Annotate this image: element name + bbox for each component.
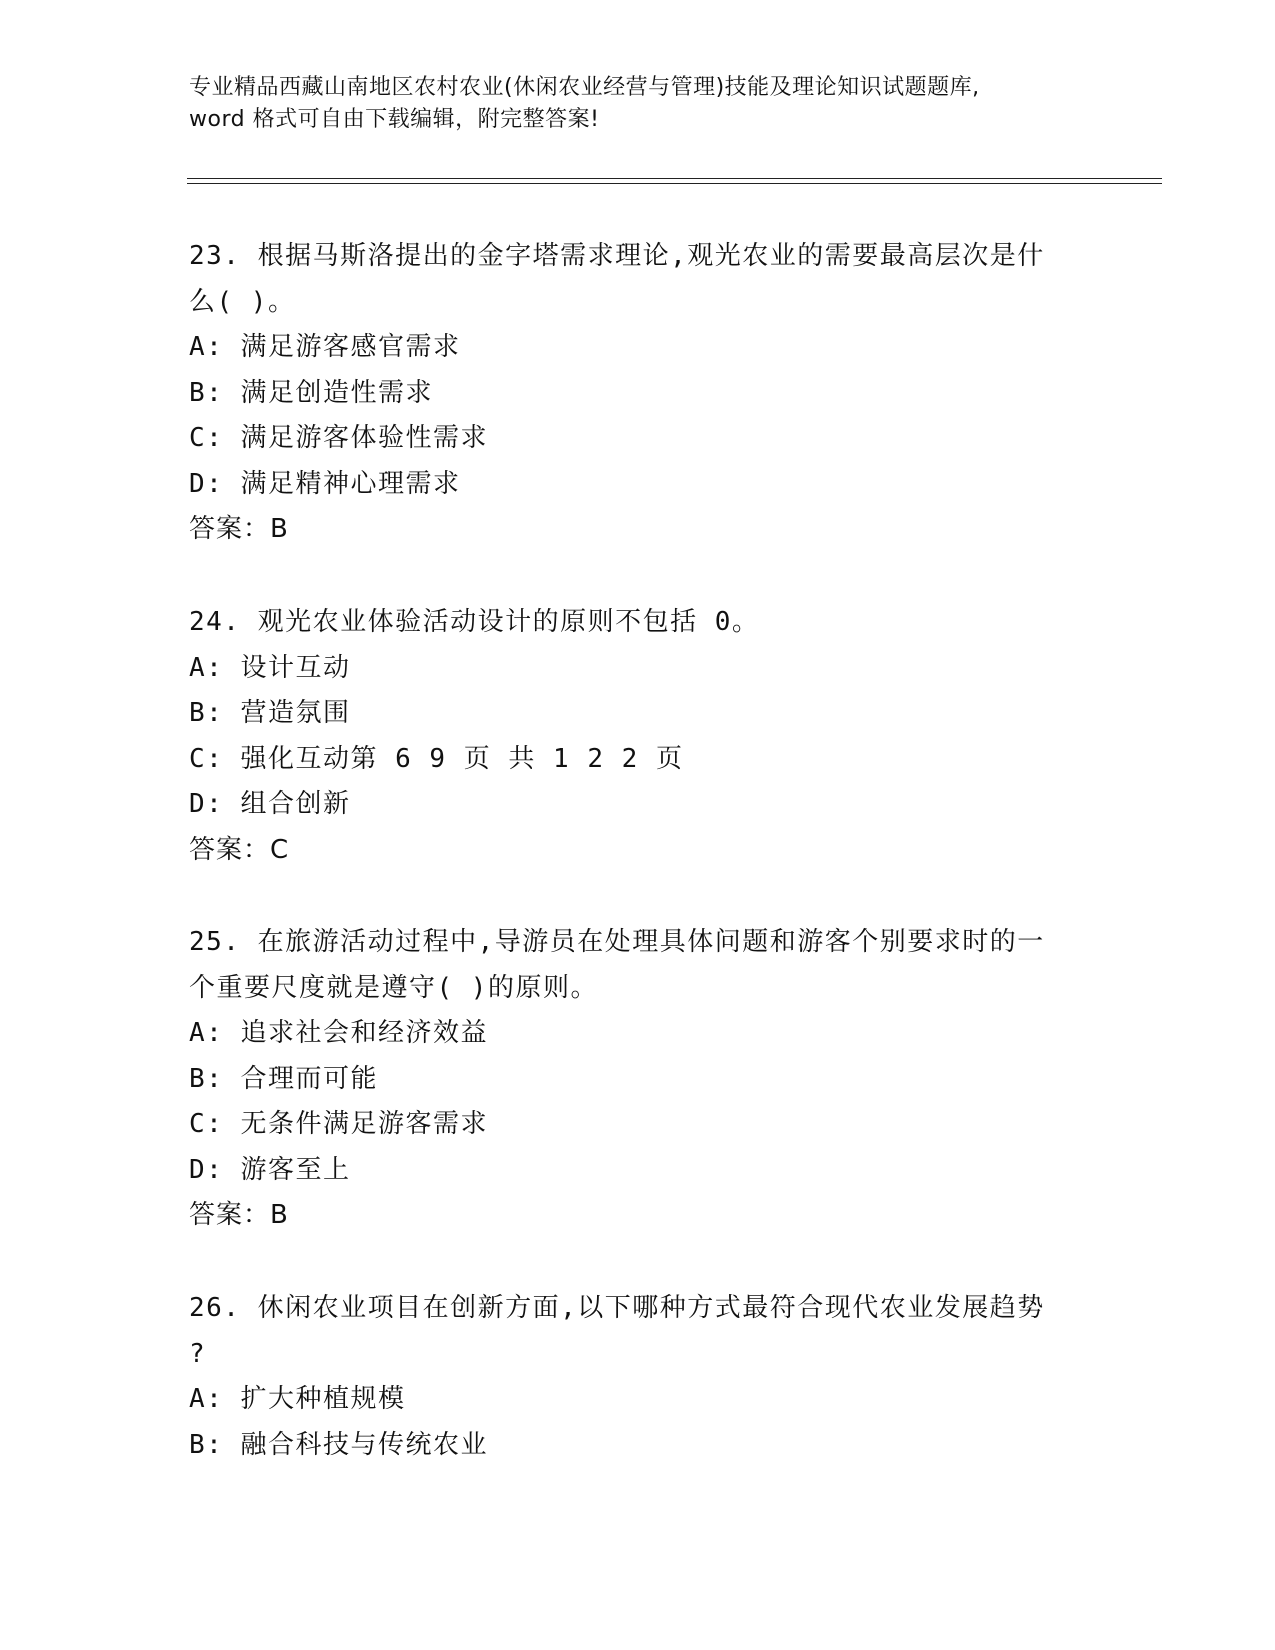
option-a: A: 扩大种植规模 (189, 1384, 406, 1414)
option-b: B: 合理而可能 (189, 1063, 378, 1094)
option-b: B: 营造氛围 (189, 698, 351, 728)
question-23 (189, 234, 1089, 553)
answer-key: 答案：B (189, 514, 289, 544)
header-title-line-1: 专业精品西藏山南地区农村农业(休闲农业经营与管理)技能及理论知识试题题库, (189, 75, 980, 100)
question-text: 24. 观光农业体验活动设计的原则不包括 0。 (189, 607, 760, 637)
option-c: C: 满足游客体验性需求 (189, 423, 488, 453)
header-divider-bottom (187, 183, 1162, 184)
header-divider-top (187, 178, 1162, 179)
option-a: A: 满足游客感官需求 (189, 332, 461, 362)
answer-key: 答案：B (189, 1200, 289, 1230)
question-24 (189, 600, 1089, 873)
question-text-continued: 个重要尺度就是遵守( )的原则。 (189, 972, 598, 1003)
option-c: C: 强化互动第 6 9 页 共 1 2 2 页 (189, 743, 684, 774)
question-26 (189, 1286, 1089, 1468)
header-title-line-2: word 格式可自由下载编辑，附完整答案! (189, 107, 600, 132)
question-25 (189, 920, 1089, 1239)
document-header (189, 72, 1089, 136)
option-a: A: 追求社会和经济效益 (189, 1018, 488, 1048)
question-text: 25. 在旅游活动过程中,导游员在处理具体问题和游客个别要求时的一 (189, 927, 1045, 957)
question-text: 23. 根据马斯洛提出的金字塔需求理论,观光农业的需要最高层次是什 (189, 241, 1045, 271)
option-a: A: 设计互动 (189, 652, 351, 683)
question-text-continued: 么( )。 (189, 286, 296, 317)
option-b: B: 满足创造性需求 (189, 377, 433, 408)
option-b: B: 融合科技与传统农业 (189, 1429, 488, 1460)
option-c: C: 无条件满足游客需求 (189, 1109, 488, 1139)
option-d: D: 组合创新 (189, 789, 351, 819)
option-d: D: 游客至上 (189, 1154, 351, 1185)
question-text-continued: ? (189, 1338, 207, 1369)
option-d: D: 满足精神心理需求 (189, 468, 461, 499)
answer-key: 答案：C (189, 834, 290, 865)
question-text: 26. 休闲农业项目在创新方面,以下哪种方式最符合现代农业发展趋势 (189, 1293, 1045, 1323)
